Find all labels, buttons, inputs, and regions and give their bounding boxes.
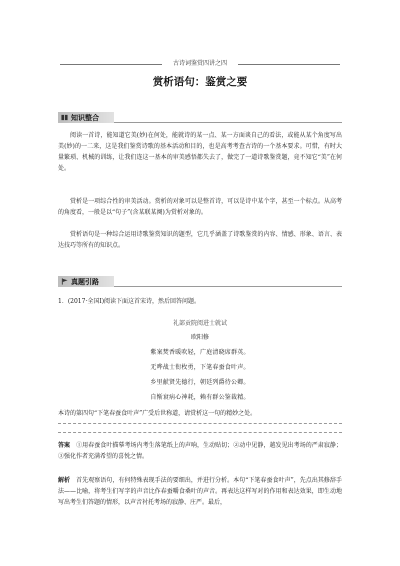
poem-line: 乡里献贤先德行，朝廷列爵待公卿。: [150, 379, 250, 386]
analysis-label: 解析: [58, 477, 71, 484]
section-header-knowledge: [58, 112, 342, 124]
flag-icon: [61, 278, 68, 285]
section-header-exam: [58, 276, 342, 288]
poem-line: 自惭衰病心神耗，赖有群公鉴裁精。: [150, 394, 250, 401]
intro-paragraph: 阅读一首诗，能知道它美(妙)在何处，能就诗的某一点、某一方面谈自己的看法，或能从某个角度写出美(妙)的一二来，这是我们鉴赏诗歌的基本活动和目的，也是高考考查古诗的一个基本要求。可惜，有时大量繁琐、机械的训练，让我们连这一基本的审美感悟都失去了，做完了一道诗歌鉴赏题，竟不知它“美”在何处。: [58, 132, 342, 172]
answer-text: ①用春蚕食叶描摹考场内考生落笔纸上的声响，生动贴切；②动中见静，越发见出考场的严肃寂静；③强化作者充满希望的喜悦之情。: [58, 442, 342, 460]
analysis-block: [58, 475, 342, 508]
poem-author: 欧阳修: [190, 334, 209, 341]
intro-paragraph: 赏析是一项综合性的审美活动。赏析的对象可以是整首诗，可以是诗中某个字，甚至一个标点。从高考的角度看，一般是以“句子”(含某联某阕)为赏析对象的。: [58, 198, 342, 216]
answer-block: [58, 440, 342, 462]
page-title: 赏析语句：鉴赏之要: [152, 76, 248, 88]
poem-line: 无哗战士衔枚勇，下笔春蚕食叶声。: [150, 364, 250, 371]
answer-blank-line: [58, 432, 342, 433]
section-label: 知识整合: [71, 114, 99, 122]
poem-title: 礼部贡院阅进士就试: [172, 320, 227, 327]
header-divider-left: [60, 64, 162, 65]
question-text: 1．(2017·全国Ⅰ)阅读下面这首宋诗，然后回答问题。: [58, 298, 201, 305]
section-rule: [114, 286, 342, 287]
header-divider-right: [238, 64, 340, 65]
book-icon: [61, 114, 68, 121]
poem-line: 紫案焚香暖吹轻，广庭清晓席群英。: [150, 349, 250, 356]
section-label: 真题引路: [71, 278, 99, 286]
series-label: 古诗词鉴赏四讲之四: [172, 60, 227, 67]
intro-paragraph: 赏析语句是一种综合运用诗歌鉴赏知识的题型，它几乎涵盖了诗歌鉴赏的内容、情感、形象、语言、表达技巧等所有的知识点。: [58, 231, 342, 249]
answer-blank-line: [58, 423, 342, 424]
analysis-text: 首先观察语句，有何特殊表现手法的要细出，并进行分析。本句“下笔春蚕食叶声”，先点出其修辞手法——比喻，将考生们写字的声音比作春蚕嚼食桑叶的声音。再表达这样写对的作用和表达效果，即生动地写出考生们答题的情形，以声音衬托考场的寂静、庄严。最后，: [58, 477, 342, 506]
section-rule: [114, 122, 342, 123]
question-prompt: 本诗的第四句“下笔春蚕食叶声”广受后世称道，请赏析这一句的精妙之处。: [58, 410, 257, 417]
answer-label: 答案: [58, 442, 71, 449]
